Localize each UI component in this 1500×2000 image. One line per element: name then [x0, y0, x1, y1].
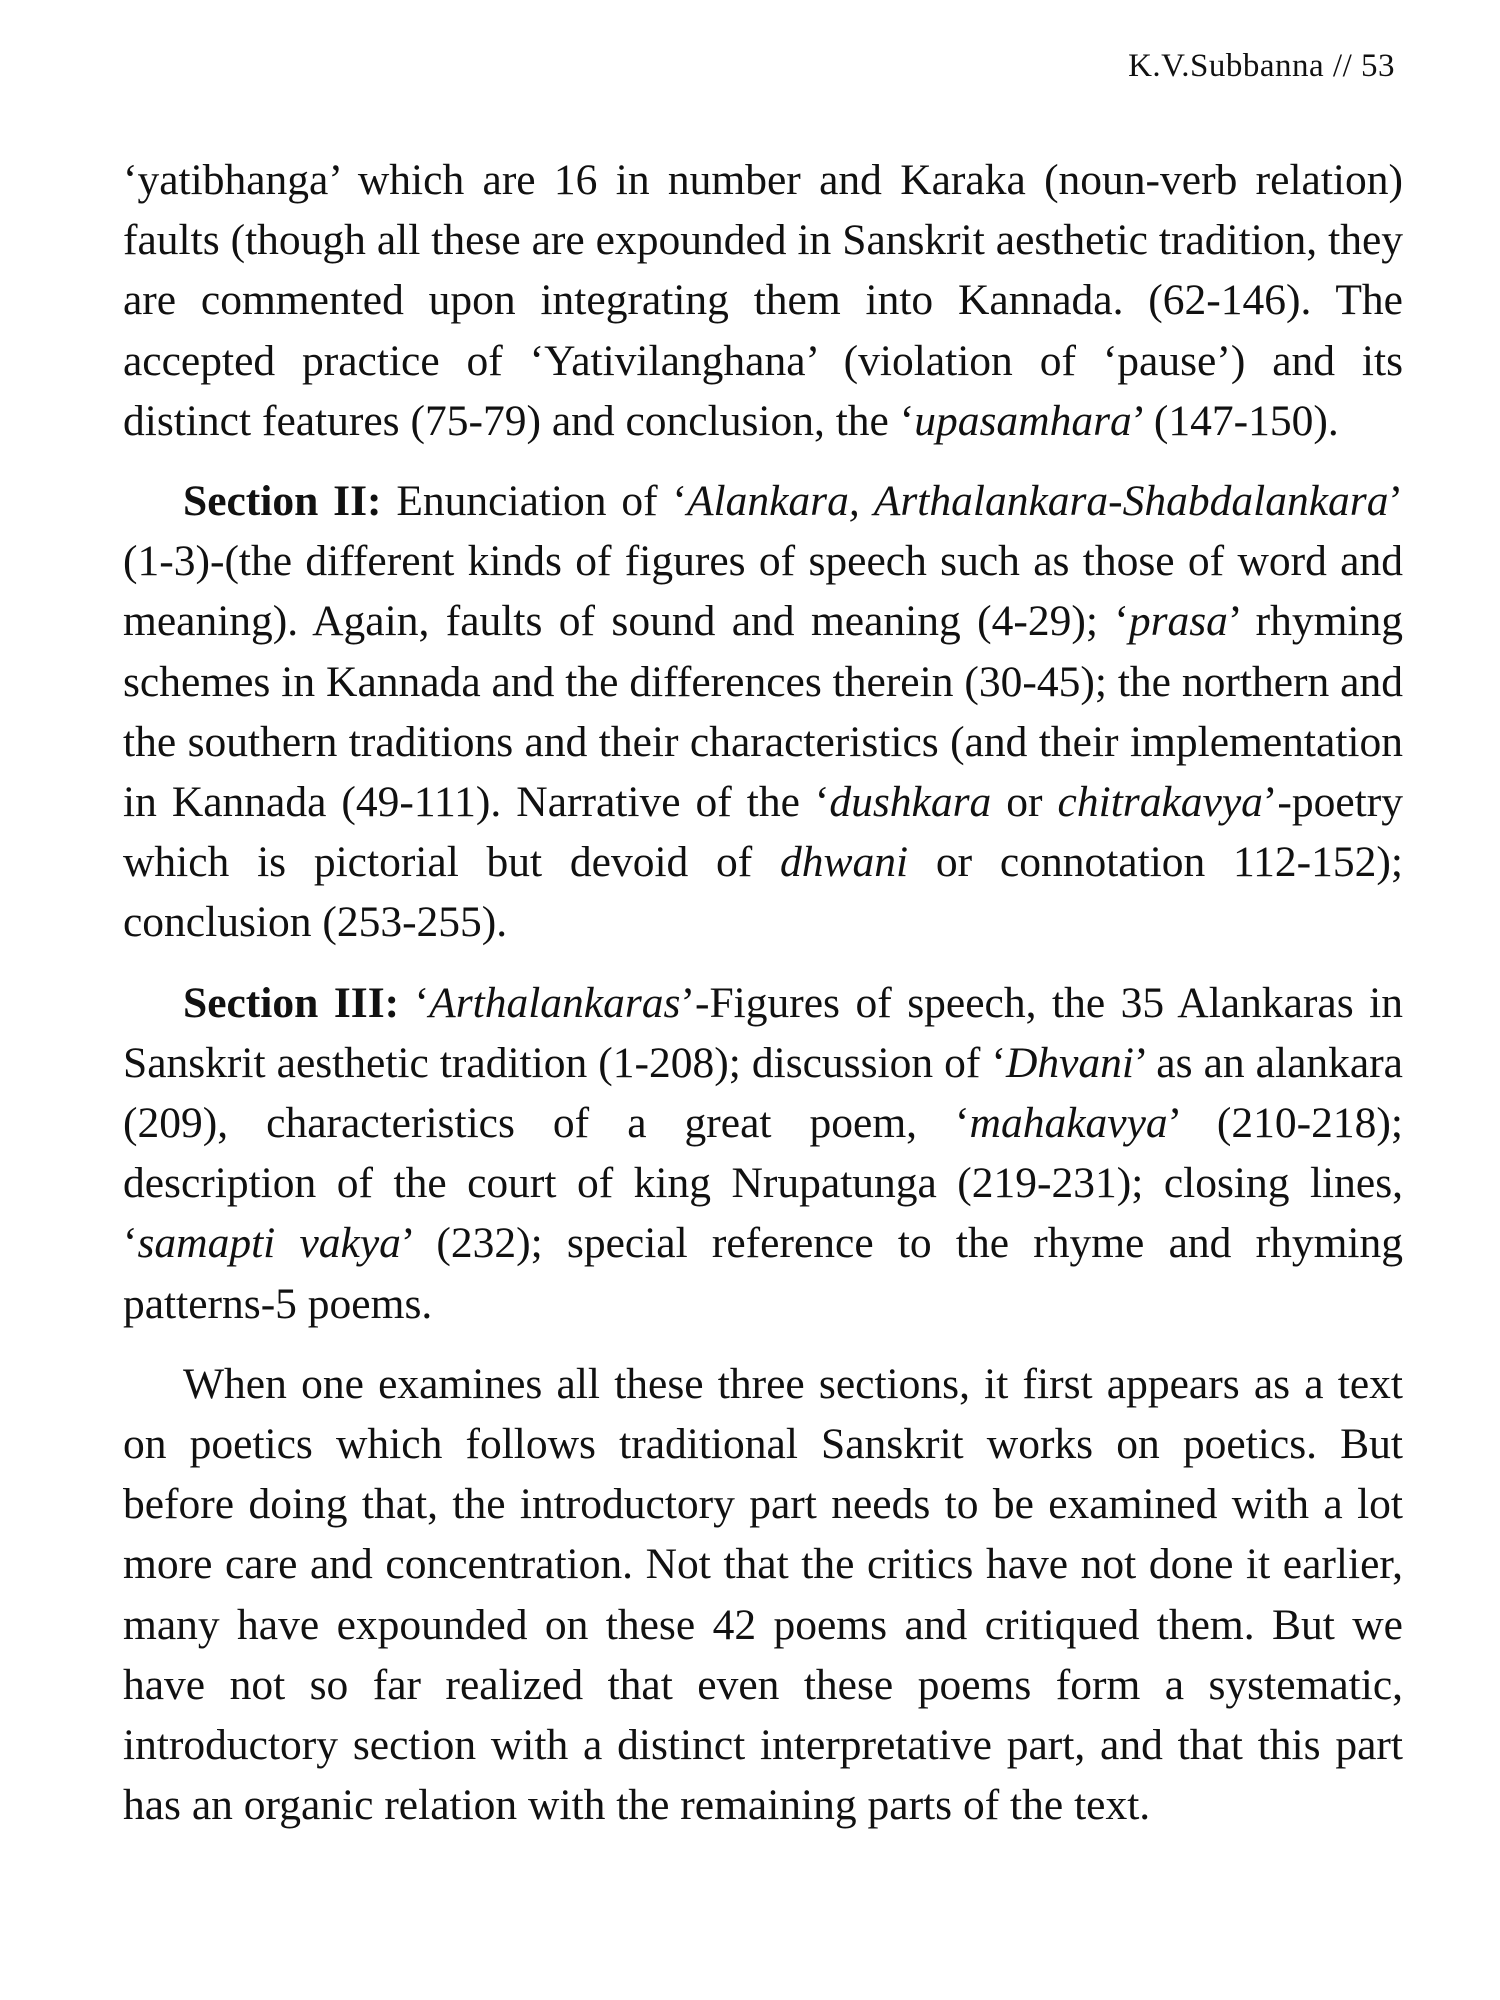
- section-ii-text-end: or connotation 112-152); conclusion (253-255).: [123, 838, 1403, 947]
- section-ii-term-chitrakavya: chitrakavya: [1057, 778, 1263, 827]
- running-head: K.V.Subbanna // 53: [1128, 48, 1395, 84]
- section-iii-text: ‘: [399, 978, 430, 1027]
- section-iii-text: ’-Figures of speech, the 35 Alankaras in Sanskrit aesthetic tradition (1-208); discussion of ‘: [123, 978, 1403, 1087]
- page-body: [123, 150, 1403, 1855]
- section-ii-text: ’ rhyming schemes in Kannada and the differences therein (30-45); the northern and the southern traditions and their characteristics (and their implementation in Kannada (49-111). Narrative of the ‘: [123, 597, 1404, 827]
- section-ii-text: Enunciation of ‘: [381, 477, 687, 526]
- section-ii-term-dushkara: dushkara: [829, 778, 992, 827]
- paragraph-section-iii: [123, 973, 1403, 1334]
- section-ii-text: ’ (1-3)-(the different kinds of figures of speech such as those of word and meaning). Again, faults of sound and meaning (4-29); ‘: [123, 477, 1403, 646]
- section-ii-term-dhwani: dhwani: [780, 838, 909, 887]
- section-iii-heading: Section III:: [183, 978, 400, 1027]
- paragraph-1-text: ‘yatibhanga’ which are 16 in number and Karaka (noun-verb relation) faults (though all these are expounded in Sanskrit aesthetic tradition, they are commented upon integrating them into Kannada. (62-146). The accepted practice of ‘Yativilanghana’ (violation of ‘pause’) and its distinct features (75-79) and conclusion, the ‘: [123, 156, 1403, 445]
- section-ii-term-alankara: Alankara, Arthalankara-Shabdalankara: [686, 477, 1389, 526]
- section-ii-heading: Section II:: [183, 477, 382, 526]
- paragraph-1-term-upasamhara: upasamhara: [914, 396, 1132, 445]
- section-iii-text: ’ as an alankara (209), characteristics of a great poem, ‘: [123, 1038, 1403, 1148]
- section-ii-text: ’-poetry which is pictorial but devoid of: [123, 778, 1403, 887]
- paragraph-section-ii: [123, 471, 1403, 953]
- section-iii-term-samapti-vakya: samapti vakya: [137, 1219, 401, 1268]
- paragraph-conclusion: When one examines all these three sections, it first appears as a text on poetics which follows traditional Sanskrit works on poetics. But before doing that, the introductory part needs to be examined with a lot more care and concentration. Not that the critics have not done it earlier, many have expounded on these 42 poems and critiqued them. But we have not so far realized that even these poems form a systematic, introductory section with a distinct interpretative part, and that this part has an organic relation with the remaining parts of the text.: [123, 1359, 1403, 1830]
- section-ii-text: or: [991, 778, 1058, 827]
- section-iii-text: ’ (210-218); description of the court of king Nrupatunga (219-231); closing lines, ‘: [123, 1099, 1403, 1268]
- section-iii-term-mahakavya: mahakavya: [969, 1099, 1168, 1148]
- section-iii-term-dhvani: Dhvani: [1005, 1038, 1134, 1087]
- section-ii-term-prasa: prasa: [1128, 597, 1228, 646]
- section-iii-text-end: ’ (232); special reference to the rhyme and rhyming patterns-5 poems.: [123, 1219, 1404, 1328]
- section-iii-term-arthalankaras: Arthalankaras: [429, 978, 681, 1027]
- paragraph-1-text-end: ’ (147-150).: [1131, 396, 1339, 445]
- paragraph-1: [123, 150, 1403, 451]
